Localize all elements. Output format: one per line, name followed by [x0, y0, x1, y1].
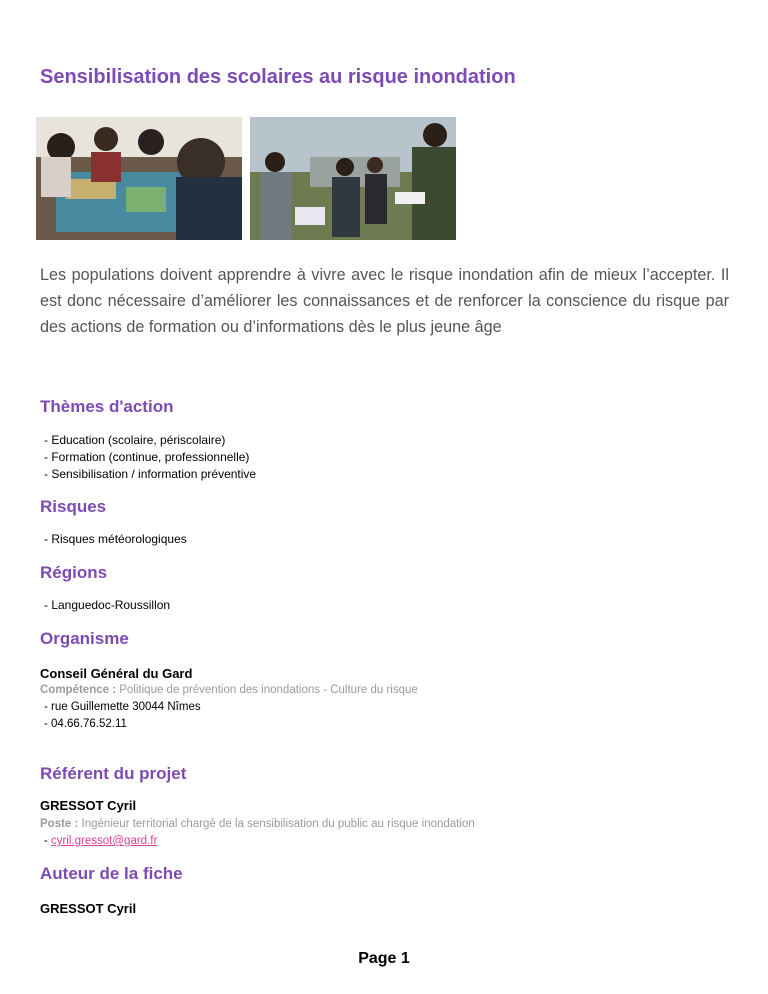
organisation-address: - rue Guillemette 30044 Nîmes	[44, 701, 201, 713]
organisation-competence	[40, 682, 418, 699]
section-heading-risques: Risques	[40, 497, 107, 516]
referent-name: GRESSOT Cyril	[40, 798, 137, 813]
section-heading-regions: Régions	[40, 563, 108, 582]
section-heading-organisme: Organisme	[40, 629, 129, 648]
author-name: GRESSOT Cyril	[40, 901, 137, 916]
organisation-name: Conseil Général du Gard	[40, 666, 193, 681]
poste-value: Ingénieur territorial chargé de la sensibilisation du public au risque inondation	[81, 818, 475, 830]
classroom-photo	[36, 117, 242, 240]
list-item: - Risques météorologiques	[44, 532, 187, 546]
section-heading-themes: Thèmes d'action	[40, 397, 174, 416]
risques-list	[44, 531, 187, 548]
referent-poste	[40, 816, 475, 833]
competence-label: Compétence :	[40, 684, 117, 696]
referent-email-line	[44, 833, 157, 850]
email-prefix: -	[44, 835, 52, 847]
referent-email-link[interactable]: cyril.gressot@gard.fr	[51, 835, 158, 847]
list-item: - Languedoc-Roussillon	[44, 598, 171, 612]
list-item: - Formation (continue, professionnelle)	[44, 450, 250, 464]
section-heading-referent: Référent du projet	[40, 764, 187, 783]
intro-paragraph: Les populations doivent apprendre à vivre avec le risque inondation afin de mieux l’accepter. Il est donc nécessaire d’améliorer les connaissances et de renforcer la conscience du risque par des actions de formation ou d’informations dès le plus jeune âge	[40, 266, 729, 336]
list-item: - Education (scolaire, périscolaire)	[44, 433, 226, 447]
organisation-phone: - 04.66.76.52.11	[44, 718, 127, 730]
regions-list	[44, 597, 170, 614]
themes-list	[44, 432, 256, 483]
list-item: - Sensibilisation / information préventive	[44, 467, 257, 481]
field-visit-photo	[250, 117, 456, 240]
section-heading-auteur: Auteur de la fiche	[40, 864, 183, 883]
page-title: Sensibilisation des scolaires au risque inondation	[40, 66, 516, 88]
poste-label: Poste :	[40, 818, 79, 830]
competence-value: Politique de prévention des inondations - Culture du risque	[119, 684, 418, 696]
page-footer: Page 1	[358, 950, 410, 967]
